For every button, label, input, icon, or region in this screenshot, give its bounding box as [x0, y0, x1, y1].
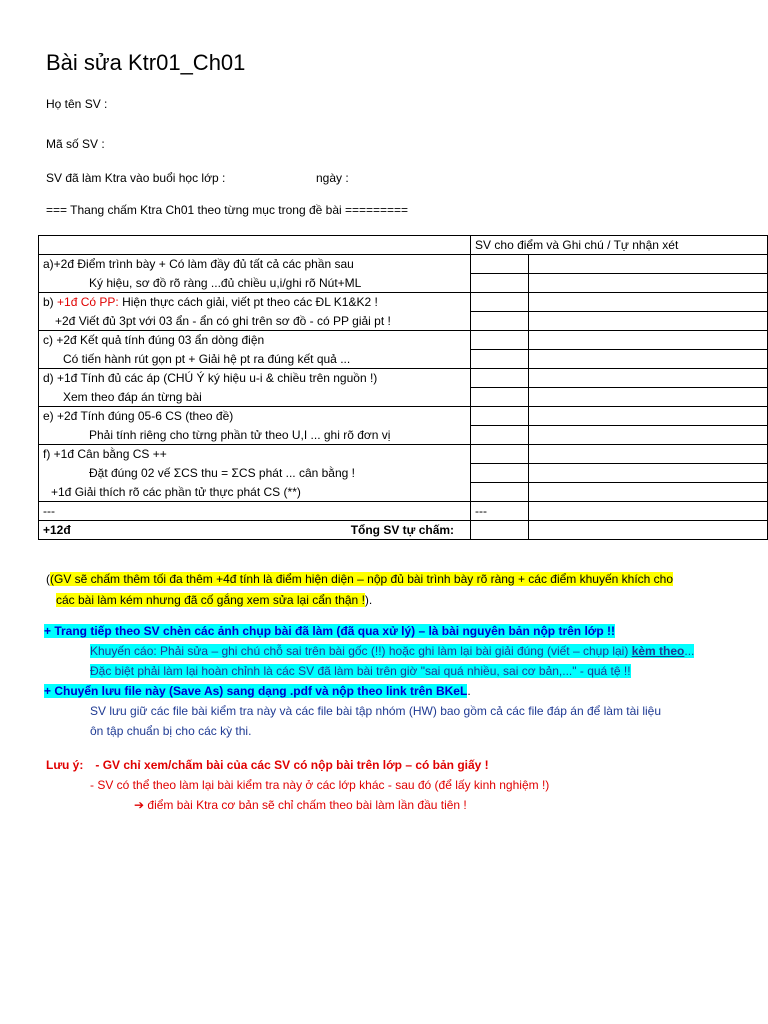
attached-link[interactable]: kèm theo — [631, 644, 685, 658]
table-row: c) +2đ Kết quả tính đúng 03 ẩn dòng điện — [39, 331, 768, 350]
table-row: b) +1đ Có PP: Hiện thực cách giải, viết pt theo các ĐL K1&K2 ! — [39, 293, 768, 312]
special-note: Đặc biệt phải làm lại hoàn chỉnh là các SV đã làm bài trên giờ "sai quá nhiều, sai cơ bản,..." - quá tệ !! — [90, 664, 631, 678]
student-name-field: Họ tên SV : — [46, 97, 108, 111]
score-cell[interactable] — [471, 331, 529, 350]
score-cell[interactable] — [471, 407, 529, 426]
note-cell[interactable] — [528, 407, 767, 426]
table-row: +1đ Giải thích rõ các phần tử thực phát CS (**) — [39, 483, 768, 502]
score-cell[interactable] — [471, 293, 529, 312]
keep-files-note-1: SV lưu giữ các file bài kiểm tra này và các file bài tập nhóm (HW) bao gồm cả các file đáp án để làm tài liệu — [90, 704, 661, 718]
grading-table — [38, 235, 768, 540]
convert-instruction: + Chuyển lưu file này (Save As) sang dạng .pdf và nộp theo link trên BKeL — [44, 684, 468, 698]
note-cell[interactable] — [528, 388, 767, 407]
score-cell[interactable] — [471, 369, 529, 388]
score-cell[interactable] — [471, 388, 529, 407]
note-cell[interactable] — [528, 255, 767, 274]
table-row: Phải tính riêng cho từng phần tử theo U,I ... ghi rõ đơn vị — [39, 426, 768, 445]
total-note-cell[interactable] — [528, 521, 767, 540]
note-cell[interactable] — [528, 426, 767, 445]
page-instruction: + Trang tiếp theo SV chèn các ảnh chụp bài đã làm (đã qua xử lý) – là bài nguyên bản nộp trên lớp !! — [44, 624, 615, 638]
score-cell[interactable] — [471, 274, 529, 293]
note-cell[interactable] — [528, 312, 767, 331]
score-cell[interactable] — [471, 464, 529, 483]
luu-y-label: Lưu ý: — [46, 758, 84, 772]
grading-scale-heading: === Thang chấm Ktra Ch01 theo từng mục trong đề bài ========= — [46, 203, 409, 217]
keep-files-note-2: ôn tập chuẩn bị cho các kỳ thi. — [90, 724, 252, 738]
submission-instructions: + Trang tiếp theo SV chèn các ảnh chụp bài đã làm (đã qua xử lý) – là bài nguyên bản nộp trên lớp !! Khuyến cáo: Phải sửa – ghi chú chỗ sai trên bài gốc (!!) hoặc ghi làm lại bài giải đúng (viết – chụp lại) kèm theo... Đặc biệt phải làm lại hoàn chỉnh là các SV đã làm bài trên giờ "sai quá nhiều, sai cơ bản,..." - quá tệ !! + Chuyển lưu file này (Save As) sang dạng .pdf và nộp theo link trên BKeL. SV lưu giữ các file bài kiểm tra này và các file bài tập nhóm (HW) bao gồm cả các file đáp án để làm tài liệu ôn tập chuẩn bị cho các kỳ thi. — [44, 621, 694, 741]
table-row: Đặt đúng 02 vế ΣCS thu = ΣCS phát ... cân bằng ! — [39, 464, 768, 483]
total-label: Tổng SV tự chấm: — [350, 523, 455, 537]
score-cell[interactable] — [471, 350, 529, 369]
table-row: a)+2đ Điểm trình bày + Có làm đầy đủ tất cả các phần sau — [39, 255, 768, 274]
date-field: ngày : — [316, 171, 349, 185]
score-cell[interactable] — [471, 483, 529, 502]
note-cell[interactable] — [528, 464, 767, 483]
table-row: Ký hiệu, sơ đồ rõ ràng ...đủ chiều u,i/ghi rõ Nút+ML — [39, 274, 768, 293]
note-cell[interactable] — [528, 369, 767, 388]
note-cell[interactable] — [528, 331, 767, 350]
table-total-row — [39, 521, 768, 540]
table-row: Có tiến hành rút gọn pt + Giải hệ pt ra đúng kết quả ... — [39, 350, 768, 369]
table-row: --- --- — [39, 502, 768, 521]
note-cell[interactable] — [528, 293, 767, 312]
class-field: SV đã làm Ktra vào buổi học lớp : — [46, 171, 226, 185]
score-cell[interactable] — [471, 312, 529, 331]
score-cell[interactable] — [471, 255, 529, 274]
table-row: f) +1đ Cân bằng CS ++ — [39, 445, 768, 464]
table-row: d) +1đ Tính đủ các áp (CHÚ Ý ký hiệu u-i & chiều trên nguồn !) — [39, 369, 768, 388]
table-row: +2đ Viết đủ 3pt với 03 ẩn - ẩn có ghi trên sơ đồ - có PP giải pt ! — [39, 312, 768, 331]
advice-text: Khuyến cáo: Phải sửa – ghi chú chỗ sai trên bài gốc (!!) hoặc ghi làm lại bài giải đúng (viết – chụp lại) kèm theo... — [90, 644, 695, 658]
note-cell[interactable] — [528, 483, 767, 502]
document-title: Bài sửa Ktr01_Ch01 — [46, 50, 246, 75]
note-cell[interactable] — [528, 274, 767, 293]
gv-note: ((GV sẽ chấm thêm tối đa thêm +4đ tính là điểm hiện diện – nộp đủ bài trình bày rõ ràng + các điểm khuyến khích cho các bài làm kém nhưng đã cố gắng xem sửa lại cẩn thận !). — [46, 572, 674, 607]
table-header-notes: SV cho điểm và Ghi chú / Tự nhận xét — [471, 236, 768, 255]
note-cell[interactable] — [528, 502, 767, 521]
score-cell[interactable] — [471, 445, 529, 464]
table-row: Xem theo đáp án từng bài — [39, 388, 768, 407]
luu-y-block: Lưu ý: - GV chỉ xem/chấm bài của các SV có nộp bài trên lớp – có bản giấy ! - SV có thể theo làm lại bài kiểm tra này ở các lớp khác - sau đó (để lấy kinh nghiệm !) ➔ điểm bài Ktra cơ bản sẽ chỉ chấm theo bài làm lần đầu tiên ! — [46, 758, 550, 812]
table-row: e) +2đ Tính đúng 05-6 CS (theo đề) — [39, 407, 768, 426]
note-cell[interactable] — [528, 350, 767, 369]
table-header-row — [39, 236, 768, 255]
score-cell[interactable] — [471, 426, 529, 445]
student-id-field: Mã số SV : — [46, 137, 105, 151]
total-score-cell[interactable] — [471, 521, 529, 540]
note-cell[interactable] — [528, 445, 767, 464]
total-points: +12đ — [43, 523, 71, 537]
